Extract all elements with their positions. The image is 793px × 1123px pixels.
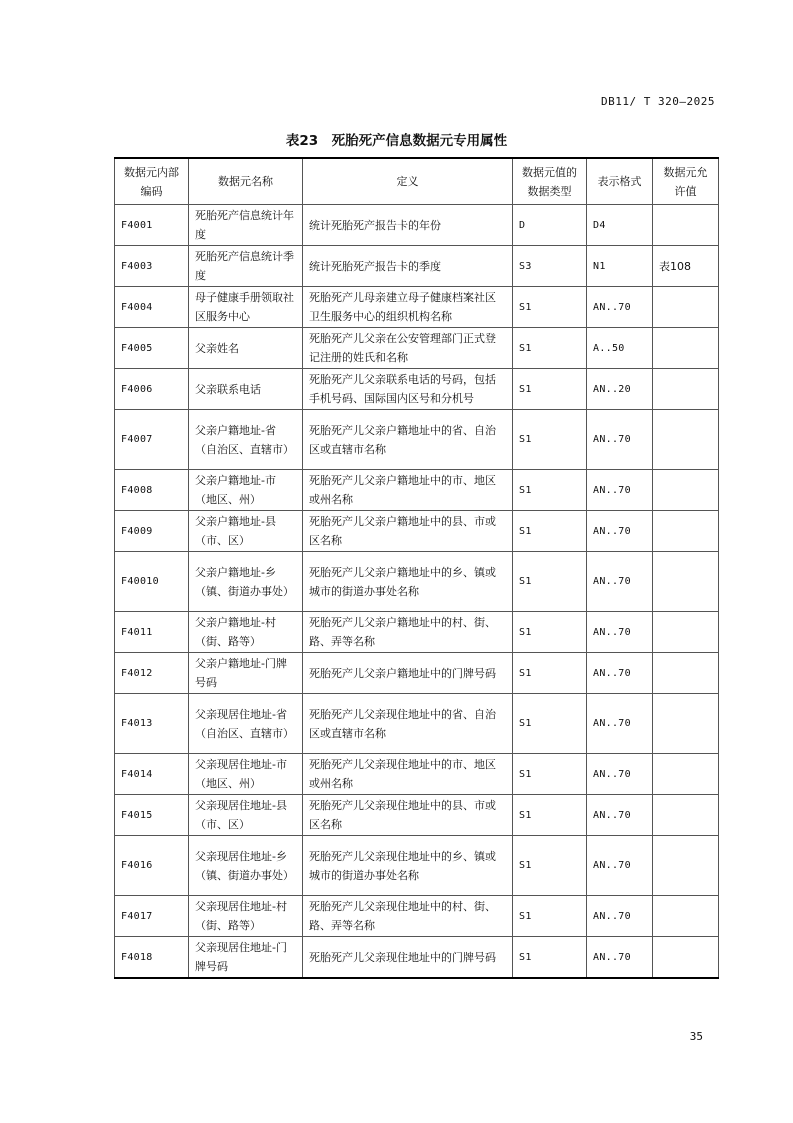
cell-name: 父亲现居住地址-村（街、路等） — [189, 896, 303, 937]
table-row — [115, 511, 719, 552]
cell-definition: 死胎死产儿父亲现住地址中的村、街、路、弄等名称 — [303, 896, 513, 937]
cell-name: 父亲户籍地址-县（市、区） — [189, 511, 303, 552]
cell-name: 父亲户籍地址-省（自治区、直辖市） — [189, 410, 303, 470]
table-body — [115, 205, 719, 979]
cell-format: AN..20 — [587, 369, 653, 410]
cell-type: S1 — [513, 287, 587, 328]
cell-allowed — [653, 694, 719, 754]
cell-allowed — [653, 369, 719, 410]
data-element-attribute-table — [114, 157, 719, 979]
cell-format: AN..70 — [587, 694, 653, 754]
cell-format: AN..70 — [587, 470, 653, 511]
cell-type: S1 — [513, 694, 587, 754]
cell-type: S1 — [513, 795, 587, 836]
cell-name: 父亲现居住地址-门牌号码 — [189, 937, 303, 979]
cell-name: 父亲现居住地址-乡（镇、街道办事处） — [189, 836, 303, 896]
cell-code: F4013 — [115, 694, 189, 754]
cell-definition: 死胎死产儿父亲户籍地址中的乡、镇或城市的街道办事处名称 — [303, 552, 513, 612]
cell-allowed — [653, 470, 719, 511]
cell-allowed — [653, 511, 719, 552]
table-row — [115, 896, 719, 937]
cell-code: F4018 — [115, 937, 189, 979]
table-row — [115, 246, 719, 287]
cell-type: S1 — [513, 836, 587, 896]
cell-code: F40010 — [115, 552, 189, 612]
cell-code: F4012 — [115, 653, 189, 694]
cell-allowed — [653, 937, 719, 979]
table-header-row — [115, 158, 719, 205]
cell-format: AN..70 — [587, 937, 653, 979]
cell-format: AN..70 — [587, 795, 653, 836]
cell-format: AN..70 — [587, 552, 653, 612]
cell-allowed — [653, 287, 719, 328]
cell-code: F4005 — [115, 328, 189, 369]
cell-allowed — [653, 205, 719, 246]
table-row — [115, 328, 719, 369]
cell-definition: 死胎死产儿父亲户籍地址中的村、街、路、弄等名称 — [303, 612, 513, 653]
table-row — [115, 795, 719, 836]
cell-definition: 统计死胎死产报告卡的季度 — [303, 246, 513, 287]
cell-code: F4003 — [115, 246, 189, 287]
table-row — [115, 937, 719, 979]
cell-name: 父亲现居住地址-省（自治区、直辖市） — [189, 694, 303, 754]
cell-type: S1 — [513, 552, 587, 612]
cell-code: F4014 — [115, 754, 189, 795]
cell-name: 父亲户籍地址-市（地区、州） — [189, 470, 303, 511]
cell-type: S1 — [513, 470, 587, 511]
cell-definition: 统计死胎死产报告卡的年份 — [303, 205, 513, 246]
column-header-allowed: 数据元允许值 — [653, 158, 719, 205]
cell-name: 母子健康手册领取社区服务中心 — [189, 287, 303, 328]
cell-name: 父亲户籍地址-乡（镇、街道办事处） — [189, 552, 303, 612]
cell-format: AN..70 — [587, 612, 653, 653]
cell-name: 父亲户籍地址-门牌号码 — [189, 653, 303, 694]
cell-format: AN..70 — [587, 754, 653, 795]
cell-code: F4008 — [115, 470, 189, 511]
cell-code: F4011 — [115, 612, 189, 653]
table-row — [115, 470, 719, 511]
cell-definition: 死胎死产儿父亲户籍地址中的门牌号码 — [303, 653, 513, 694]
cell-allowed — [653, 896, 719, 937]
column-header-name: 数据元名称 — [189, 158, 303, 205]
cell-allowed — [653, 754, 719, 795]
cell-format: AN..70 — [587, 836, 653, 896]
table-row — [115, 694, 719, 754]
cell-definition: 死胎死产儿父亲户籍地址中的省、自治区或直辖市名称 — [303, 410, 513, 470]
cell-format: AN..70 — [587, 410, 653, 470]
cell-name: 父亲现居住地址-市（地区、州） — [189, 754, 303, 795]
cell-code: F4006 — [115, 369, 189, 410]
cell-definition: 死胎死产儿父亲现住地址中的乡、镇或城市的街道办事处名称 — [303, 836, 513, 896]
page-number: 35 — [689, 1030, 703, 1043]
table-row — [115, 754, 719, 795]
column-header-type: 数据元值的数据类型 — [513, 158, 587, 205]
cell-format: N1 — [587, 246, 653, 287]
cell-type: S1 — [513, 754, 587, 795]
cell-code: F4015 — [115, 795, 189, 836]
cell-type: S1 — [513, 653, 587, 694]
cell-type: S1 — [513, 410, 587, 470]
cell-definition: 死胎死产儿父亲现住地址中的县、市或区名称 — [303, 795, 513, 836]
table-title: 表23 死胎死产信息数据元专用属性 — [285, 133, 508, 149]
cell-name: 死胎死产信息统计季度 — [189, 246, 303, 287]
cell-allowed: 表108 — [653, 246, 719, 287]
cell-type: D — [513, 205, 587, 246]
column-header-code: 数据元内部编码 — [115, 158, 189, 205]
cell-code: F4001 — [115, 205, 189, 246]
cell-allowed — [653, 612, 719, 653]
cell-allowed — [653, 552, 719, 612]
cell-allowed — [653, 410, 719, 470]
cell-format: AN..70 — [587, 896, 653, 937]
table-row — [115, 612, 719, 653]
cell-name: 父亲户籍地址-村（街、路等） — [189, 612, 303, 653]
cell-definition: 死胎死产儿母亲建立母子健康档案社区卫生服务中心的组织机构名称 — [303, 287, 513, 328]
document-code: DB11/ T 320—2025 — [601, 95, 715, 108]
cell-code: F4016 — [115, 836, 189, 896]
cell-allowed — [653, 795, 719, 836]
table-row — [115, 836, 719, 896]
table-row — [115, 205, 719, 246]
cell-definition: 死胎死产儿父亲现住地址中的门牌号码 — [303, 937, 513, 979]
cell-definition: 死胎死产儿父亲现住地址中的省、自治区或直辖市名称 — [303, 694, 513, 754]
table-row — [115, 552, 719, 612]
cell-code: F4009 — [115, 511, 189, 552]
cell-type: S1 — [513, 369, 587, 410]
cell-definition: 死胎死产儿父亲户籍地址中的县、市或区名称 — [303, 511, 513, 552]
cell-type: S1 — [513, 511, 587, 552]
cell-format: D4 — [587, 205, 653, 246]
cell-name: 父亲联系电话 — [189, 369, 303, 410]
cell-type: S1 — [513, 937, 587, 979]
cell-definition: 死胎死产儿父亲户籍地址中的市、地区或州名称 — [303, 470, 513, 511]
cell-type: S1 — [513, 612, 587, 653]
cell-code: F4007 — [115, 410, 189, 470]
cell-format: A..50 — [587, 328, 653, 369]
cell-format: AN..70 — [587, 287, 653, 328]
cell-definition: 死胎死产儿父亲联系电话的号码，包括手机号码、国际国内区号和分机号 — [303, 369, 513, 410]
cell-type: S1 — [513, 896, 587, 937]
cell-name: 父亲现居住地址-县（市、区） — [189, 795, 303, 836]
cell-type: S3 — [513, 246, 587, 287]
table-row — [115, 653, 719, 694]
table-row — [115, 369, 719, 410]
cell-name: 死胎死产信息统计年度 — [189, 205, 303, 246]
cell-format: AN..70 — [587, 511, 653, 552]
cell-allowed — [653, 836, 719, 896]
cell-allowed — [653, 328, 719, 369]
cell-definition: 死胎死产儿父亲在公安管理部门正式登记注册的姓氏和名称 — [303, 328, 513, 369]
table-row — [115, 410, 719, 470]
column-header-format: 表示格式 — [587, 158, 653, 205]
cell-code: F4017 — [115, 896, 189, 937]
cell-definition: 死胎死产儿父亲现住地址中的市、地区或州名称 — [303, 754, 513, 795]
cell-allowed — [653, 653, 719, 694]
cell-name: 父亲姓名 — [189, 328, 303, 369]
cell-code: F4004 — [115, 287, 189, 328]
table-row — [115, 287, 719, 328]
cell-type: S1 — [513, 328, 587, 369]
cell-format: AN..70 — [587, 653, 653, 694]
column-header-definition: 定义 — [303, 158, 513, 205]
